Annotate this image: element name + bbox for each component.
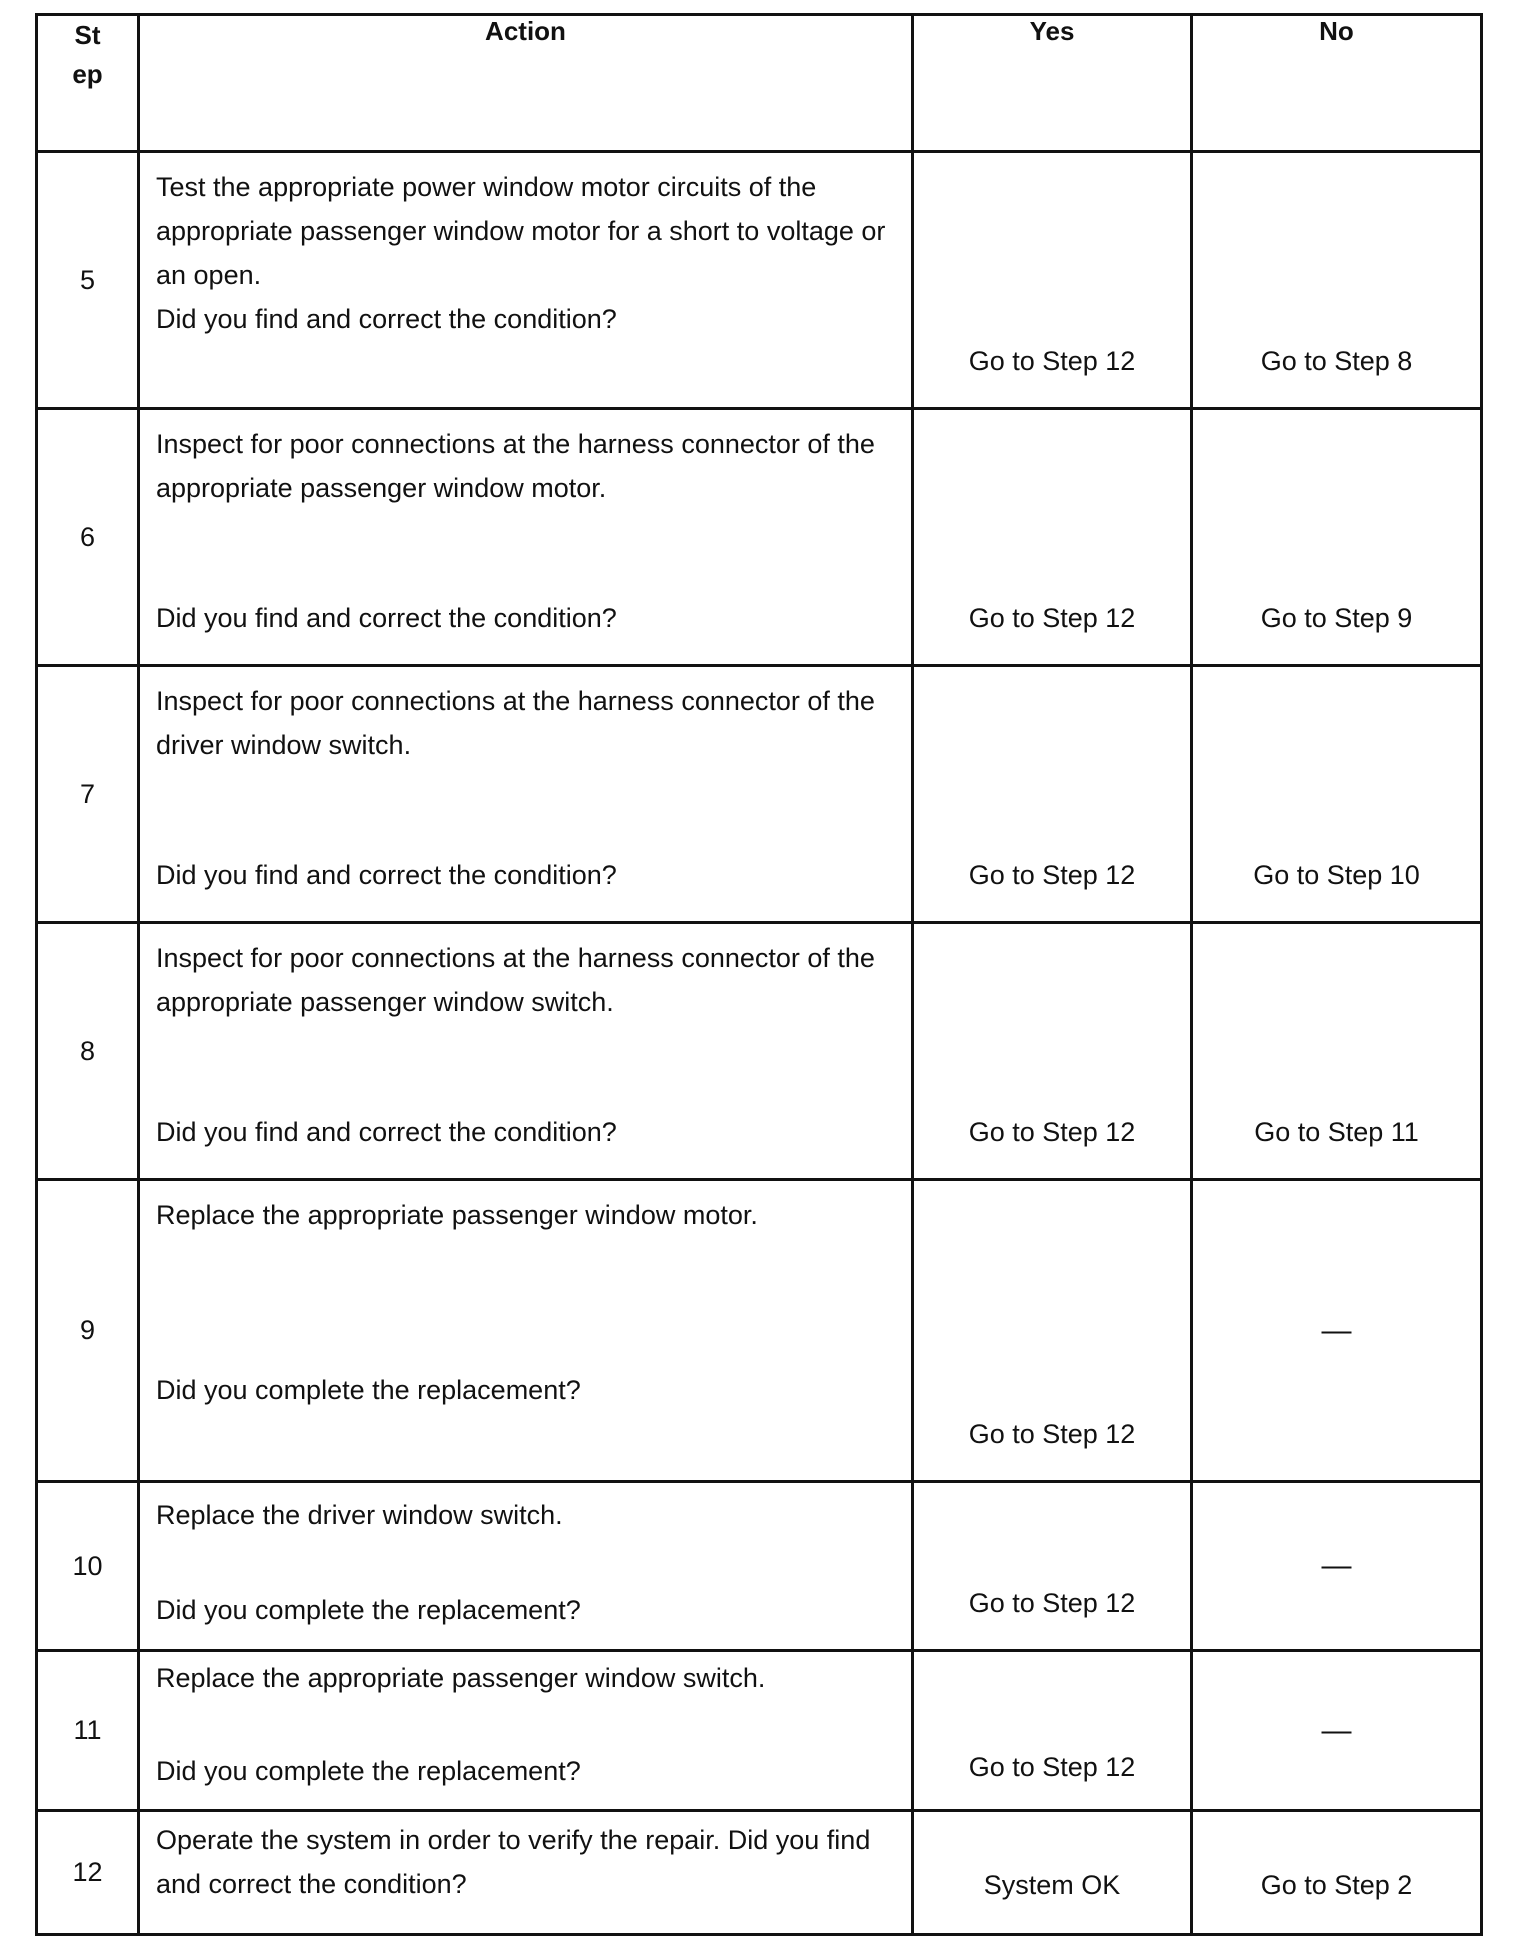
action-cell [139,1482,913,1651]
diagnostic-table [35,13,1483,1936]
header-yes: Yes [913,15,1192,152]
header-row [37,15,1482,152]
action-instruction: Inspect for poor connections at the harness connector of the appropriate passenger window motor. [156,429,875,503]
step-number: 6 [37,409,139,666]
no-result: Go to Step 11 [1254,1117,1419,1147]
action-question: Did you complete the replacement? [156,1595,581,1625]
yes-result: Go to Step 12 [968,1588,1136,1618]
yes-result: System OK [983,1870,1121,1900]
yes-cell [913,666,1192,923]
action-instruction: Replace the appropriate passenger window switch. [156,1663,766,1693]
step-number: 5 [37,152,139,409]
table-row-step-8 [37,923,1482,1180]
yes-cell [913,1651,1192,1811]
step-number: 7 [37,666,139,923]
header-action: Action [139,15,913,152]
no-result-dash: — [1192,1651,1482,1811]
action-question: Did you complete the replacement? [156,1375,581,1405]
table-row-step-11 [37,1651,1482,1811]
yes-cell [913,1180,1192,1482]
action-instruction: Test the appropriate power window motor circuits of the appropriate passenger window motor for a short to voltage or an open. [156,172,886,290]
no-result: Go to Step 10 [1253,860,1420,890]
table-row-step-12 [37,1811,1482,1935]
table-row-step-5 [37,152,1482,409]
action-instruction: Operate the system in order to verify the repair. Did you find and correct the condition? [156,1825,871,1899]
no-cell [1192,923,1482,1180]
yes-result: Go to Step 12 [968,1117,1136,1147]
action-instruction: Replace the driver window switch. [156,1500,563,1530]
action-text [156,165,897,341]
action-question: Did you complete the replacement? [156,1756,581,1786]
header-step-line1: St [74,20,101,50]
yes-cell [913,152,1192,409]
step-number: 11 [37,1651,139,1811]
action-question: Did you find and correct the condition? [156,603,617,633]
step-number: 8 [37,923,139,1180]
yes-cell [913,1811,1192,1935]
step-number: 9 [37,1180,139,1482]
action-instruction: Inspect for poor connections at the harness connector of the driver window switch. [156,686,875,760]
yes-result: Go to Step 12 [968,1752,1136,1782]
yes-cell [913,923,1192,1180]
yes-result: Go to Step 12 [968,860,1136,890]
yes-cell [913,1482,1192,1651]
no-cell [1192,152,1482,409]
action-question: Did you find and correct the condition? [156,1117,617,1147]
header-step-line2: ep [72,59,103,89]
no-cell [1192,666,1482,923]
table-row-step-6 [37,409,1482,666]
action-question: Did you find and correct the condition? [156,304,617,334]
header-no: No [1192,15,1482,152]
action-instruction: Inspect for poor connections at the harness connector of the appropriate passenger window switch. [156,943,875,1017]
step-number: 12 [37,1811,139,1935]
step-number: 10 [37,1482,139,1651]
action-question: Did you find and correct the condition? [156,860,617,890]
action-cell [139,666,913,923]
no-cell [1192,1811,1482,1935]
header-step [37,15,139,152]
no-result-dash: — [1192,1482,1482,1651]
no-result: Go to Step 2 [1260,1870,1413,1900]
action-cell [139,1180,913,1482]
action-cell [139,152,913,409]
no-result: Go to Step 8 [1260,346,1413,376]
action-cell [139,409,913,666]
yes-result: Go to Step 12 [968,603,1136,633]
action-cell [139,923,913,1180]
action-instruction: Replace the appropriate passenger window motor. [156,1200,758,1230]
action-cell [139,1811,913,1935]
no-result-dash: — [1192,1180,1482,1482]
table-row-step-7 [37,666,1482,923]
table-row-step-10 [37,1482,1482,1651]
yes-cell [913,409,1192,666]
no-cell [1192,409,1482,666]
action-cell [139,1651,913,1811]
no-result: Go to Step 9 [1260,603,1413,633]
table-row-step-9 [37,1180,1482,1482]
yes-result: Go to Step 12 [968,1419,1136,1449]
yes-result: Go to Step 12 [968,346,1136,376]
